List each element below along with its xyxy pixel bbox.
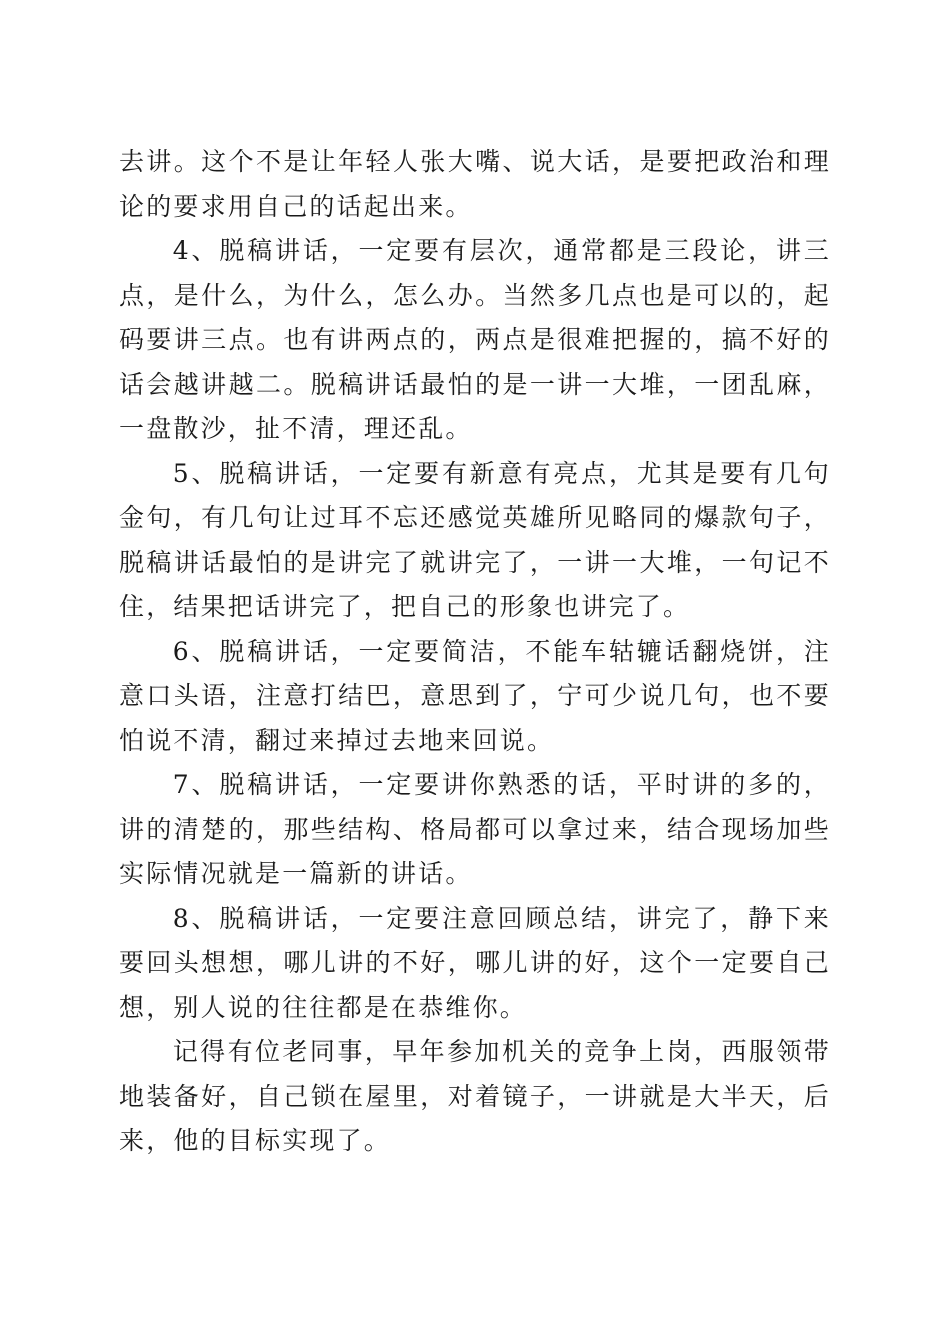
paragraph-anecdote: 记得有位老同事，早年参加机关的竞争上岗，西服领带地装备好，自己锁在屋里，对着镜子，一讲就是大半天，后来，他的目标实现了。 bbox=[119, 1037, 831, 1155]
paragraph-point-5: 5、脱稿讲话，一定要有新意有亮点，尤其是要有几句金句，有几句让过耳不忘还感觉英雄所见略同的爆款句子，脱稿讲话最怕的是讲完了就讲完了，一讲一大堆，一句记不住，结果把话讲完了，把自己的形象也讲完了。 bbox=[119, 458, 831, 621]
paragraph-point-8: 8、脱稿讲话，一定要注意回顾总结，讲完了，静下来要回头想想，哪儿讲的不好，哪儿讲的好，这个一定要自己想，别人说的往往都是在恭维你。 bbox=[119, 903, 831, 1022]
paragraph-point-7: 7、脱稿讲话，一定要讲你熟悉的话，平时讲的多的，讲的清楚的，那些结构、格局都可以拿过来，结合现场加些实际情况就是一篇新的讲话。 bbox=[119, 770, 831, 888]
document-body bbox=[119, 140, 831, 1164]
paragraph-point-6: 6、脱稿讲话，一定要简洁，不能车轱辘话翻烧饼，注意口头语，注意打结巴，意思到了，宁可少说几句，也不要怕说不清，翻过来掉过去地来回说。 bbox=[119, 636, 831, 755]
paragraph-point-4: 4、脱稿讲话，一定要有层次，通常都是三段论，讲三点，是什么，为什么，怎么办。当然多几点也是可以的，起码要讲三点。也有讲两点的，两点是很难把握的，搞不好的话会越讲越二。脱稿讲话最怕的是一讲一大堆，一团乱麻，一盘散沙，扯不清，理还乱。 bbox=[119, 236, 831, 443]
paragraph-continuation: 去讲。这个不是让年轻人张大嘴、说大话，是要把政治和理论的要求用自己的话起出来。 bbox=[119, 147, 831, 221]
